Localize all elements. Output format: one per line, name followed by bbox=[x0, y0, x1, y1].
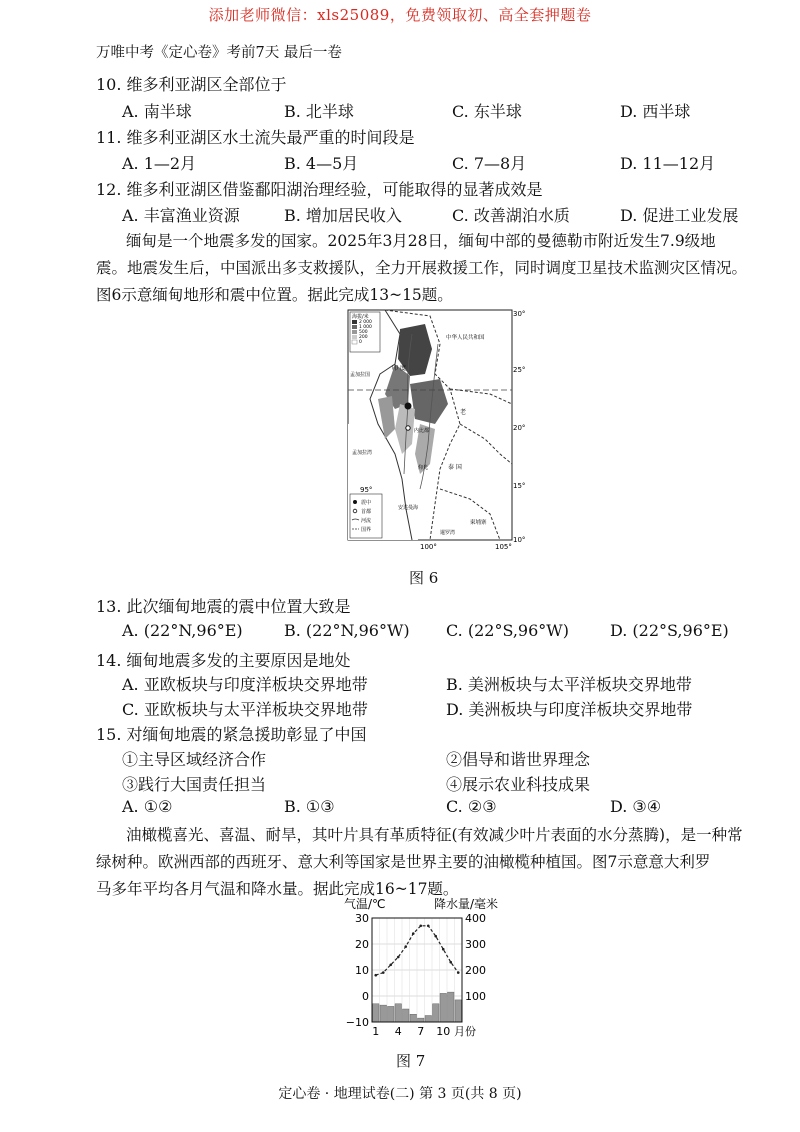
q15-option-c[interactable]: C. ②③ bbox=[446, 797, 497, 816]
y-right-label: 降水量/毫米 bbox=[434, 897, 499, 911]
q10-option-d[interactable]: D. 西半球 bbox=[620, 102, 691, 121]
temperature-point bbox=[442, 948, 445, 951]
x-unit-label: 月份 bbox=[454, 1025, 476, 1038]
label-naypyidaw: 内比都 bbox=[414, 428, 430, 434]
q12-option-a[interactable]: A. 丰富渔业资源 bbox=[122, 206, 240, 225]
q12-option-c[interactable]: C. 改善湖泊水质 bbox=[452, 206, 570, 225]
question-12-stem: 12. 维多利亚湖区借鉴鄱阳湖治理经验，可能取得的显著成效是 bbox=[96, 180, 543, 199]
q15-statement-2: ②倡导和谐世界理念 bbox=[446, 750, 591, 769]
label-yangon: 仰光 bbox=[418, 465, 429, 471]
precipitation-bar bbox=[373, 1004, 380, 1022]
label-andaman-sea: 安达曼海 bbox=[398, 505, 419, 511]
temperature-point bbox=[457, 971, 460, 974]
elevation-legend-title: 海拔/米 bbox=[352, 314, 369, 320]
precipitation-bar bbox=[388, 1006, 395, 1022]
figure-6-caption: 图 6 bbox=[409, 569, 439, 587]
temperature-point bbox=[427, 925, 430, 928]
rome-climate-chart bbox=[330, 896, 530, 1046]
x-tick-label: 7 bbox=[417, 1025, 425, 1038]
temperature-point bbox=[412, 932, 415, 935]
legend-value-0: 0 bbox=[359, 340, 362, 345]
label-cambodia: 柬埔寨 bbox=[470, 520, 487, 526]
passage-1-line-2: 震。地震发生后，中国派出多支救援队，全力开展救援工作，同时调度卫星技术监测灾区情况。 bbox=[96, 259, 748, 277]
passage-1-line-3: 图6示意缅甸地形和震中位置。据此完成13~15题。 bbox=[96, 286, 453, 304]
lon-label-100: 100° bbox=[420, 543, 437, 551]
question-14-stem: 14. 缅甸地震多发的主要原因是地处 bbox=[96, 651, 351, 670]
label-thailand: 泰 国 bbox=[448, 464, 462, 471]
precipitation-bar bbox=[448, 992, 455, 1022]
temperature-point bbox=[382, 971, 385, 974]
precipitation-bar bbox=[418, 1018, 425, 1022]
legend-value-500: 500 bbox=[359, 330, 368, 335]
precipitation-bar bbox=[455, 1000, 462, 1022]
temperature-point bbox=[404, 945, 407, 948]
y-right-tick-label: 100 bbox=[465, 990, 486, 1003]
temperature-point bbox=[397, 956, 400, 959]
legend-river: 河流 bbox=[361, 518, 372, 524]
q10-option-a[interactable]: A. 南半球 bbox=[122, 102, 192, 121]
question-10-stem: 10. 维多利亚湖区全部位于 bbox=[96, 75, 287, 94]
temperature-point bbox=[374, 974, 377, 977]
q14-option-d[interactable]: D. 美洲板块与印度洋板块交界地带 bbox=[446, 700, 693, 719]
q13-option-b[interactable]: B. (22°N,96°W) bbox=[284, 621, 410, 640]
precipitation-bar bbox=[395, 1004, 402, 1022]
exam-subtitle: 万唯中考《定心卷》考前7天 最后一卷 bbox=[96, 45, 342, 61]
temperature-point bbox=[449, 961, 452, 964]
q14-option-c[interactable]: C. 亚欧板块与太平洋板块交界地带 bbox=[122, 700, 368, 719]
precipitation-bar bbox=[380, 1005, 387, 1022]
label-china: 中华人民共和国 bbox=[446, 335, 485, 341]
passage-2-line-1: 油橄榄喜光、喜温、耐旱，其叶片具有革质特征(有效减少叶片表面的水分蒸腾)，是一种常 bbox=[126, 826, 743, 844]
y-left-tick-label: 20 bbox=[355, 938, 369, 951]
label-gulf-thailand: 暹罗湾 bbox=[440, 530, 456, 536]
y-left-tick-label: 10 bbox=[355, 964, 369, 977]
passage-1-line-1: 缅甸是一个地震多发的国家。2025年3月28日，缅甸中部的曼德勒市附近发生7.9级地 bbox=[126, 232, 716, 250]
y-left-label: 气温/℃ bbox=[344, 897, 386, 911]
y-right-tick-label: 200 bbox=[465, 964, 486, 977]
q14-option-a[interactable]: A. 亚欧板块与印度洋板块交界地带 bbox=[122, 675, 368, 694]
epicenter-marker bbox=[405, 403, 412, 410]
y-left-tick-label: −10 bbox=[345, 1016, 369, 1029]
y-left-tick-label: 30 bbox=[355, 912, 369, 925]
lat-label-10: 10° bbox=[513, 536, 526, 544]
q12-option-d[interactable]: D. 促进工业发展 bbox=[620, 206, 739, 225]
precipitation-bar bbox=[433, 1004, 440, 1022]
q13-option-d[interactable]: D. (22°S,96°E) bbox=[610, 621, 729, 640]
x-tick-label: 10 bbox=[436, 1025, 451, 1038]
q10-option-c[interactable]: C. 东半球 bbox=[452, 102, 522, 121]
precipitation-bar bbox=[440, 993, 447, 1022]
lon-label-95: 95° bbox=[360, 486, 373, 494]
figure-7-caption: 图 7 bbox=[396, 1052, 426, 1070]
question-13-stem: 13. 此次缅甸地震的震中位置大致是 bbox=[96, 597, 351, 616]
label-bangladesh: 孟加拉国 bbox=[350, 372, 371, 378]
page-footer: 定心卷 · 地理试卷(二) 第 3 页(共 8 页) bbox=[278, 1086, 522, 1102]
q11-option-d[interactable]: D. 11—12月 bbox=[620, 154, 716, 173]
precipitation-bar bbox=[403, 1009, 410, 1022]
x-tick-label: 1 bbox=[372, 1025, 380, 1038]
q10-option-b[interactable]: B. 北半球 bbox=[284, 102, 354, 121]
question-11-stem: 11. 维多利亚湖区水土流失最严重的时间段是 bbox=[96, 128, 415, 147]
temperature-point bbox=[389, 964, 392, 967]
y-right-tick-label: 400 bbox=[465, 912, 486, 925]
q13-option-a[interactable]: A. (22°N,96°E) bbox=[122, 621, 243, 640]
legend-value-200: 200 bbox=[359, 335, 368, 340]
lon-label-105: 105° bbox=[495, 543, 512, 551]
q11-option-b[interactable]: B. 4—5月 bbox=[284, 154, 359, 173]
q15-option-a[interactable]: A. ①② bbox=[122, 797, 173, 816]
q13-option-c[interactable]: C. (22°S,96°W) bbox=[446, 621, 569, 640]
label-bay-of-bengal: 孟加拉湾 bbox=[352, 450, 373, 456]
q11-option-c[interactable]: C. 7—8月 bbox=[452, 154, 527, 173]
q12-option-b[interactable]: B. 增加居民收入 bbox=[284, 206, 402, 225]
lat-label-20: 20° bbox=[513, 424, 526, 432]
q11-option-a[interactable]: A. 1—2月 bbox=[122, 154, 197, 173]
q15-option-d[interactable]: D. ③④ bbox=[610, 797, 662, 816]
myanmar-map bbox=[340, 304, 530, 554]
q15-statement-3: ③践行大国责任担当 bbox=[122, 775, 267, 794]
lat-label-30: 30° bbox=[513, 310, 526, 318]
legend-border: 国界 bbox=[361, 527, 372, 533]
q15-statement-1: ①主导区域经济合作 bbox=[122, 750, 267, 769]
q15-statement-4: ④展示农业科技成果 bbox=[446, 775, 591, 794]
q14-option-b[interactable]: B. 美洲板块与太平洋板块交界地带 bbox=[446, 675, 692, 694]
y-right-tick-label: 300 bbox=[465, 938, 486, 951]
lat-label-25: 25° bbox=[513, 366, 526, 374]
y-left-tick-label: 0 bbox=[362, 990, 369, 1003]
legend-value-2000: 2 000 bbox=[359, 320, 372, 325]
legend-capital: 首都 bbox=[361, 509, 372, 515]
label-laos: 老 bbox=[460, 409, 467, 416]
passage-2-line-3: 马多年平均各月气温和降水量。据此完成16~17题。 bbox=[96, 880, 459, 898]
precipitation-bar bbox=[410, 1014, 417, 1022]
lat-label-15: 15° bbox=[513, 482, 526, 490]
temperature-point bbox=[434, 935, 437, 938]
capital-marker bbox=[406, 426, 410, 430]
q15-option-b[interactable]: B. ①③ bbox=[284, 797, 335, 816]
label-india: 印 度 bbox=[392, 365, 406, 372]
passage-2-line-2: 绿树种。欧洲西部的西班牙、意大利等国家是世界主要的油橄榄种植国。图7示意意大利罗 bbox=[96, 853, 711, 871]
promo-banner: 添加老师微信：xls25089，免费领取初、高全套押题卷 bbox=[208, 6, 592, 24]
precipitation-bar bbox=[425, 1016, 432, 1023]
temperature-point bbox=[419, 925, 422, 928]
x-tick-label: 4 bbox=[394, 1025, 402, 1038]
legend-value-1000: 1 000 bbox=[359, 325, 372, 330]
legend-epicenter: 震中 bbox=[361, 500, 372, 506]
question-15-stem: 15. 对缅甸地震的紧急援助彰显了中国 bbox=[96, 725, 367, 744]
